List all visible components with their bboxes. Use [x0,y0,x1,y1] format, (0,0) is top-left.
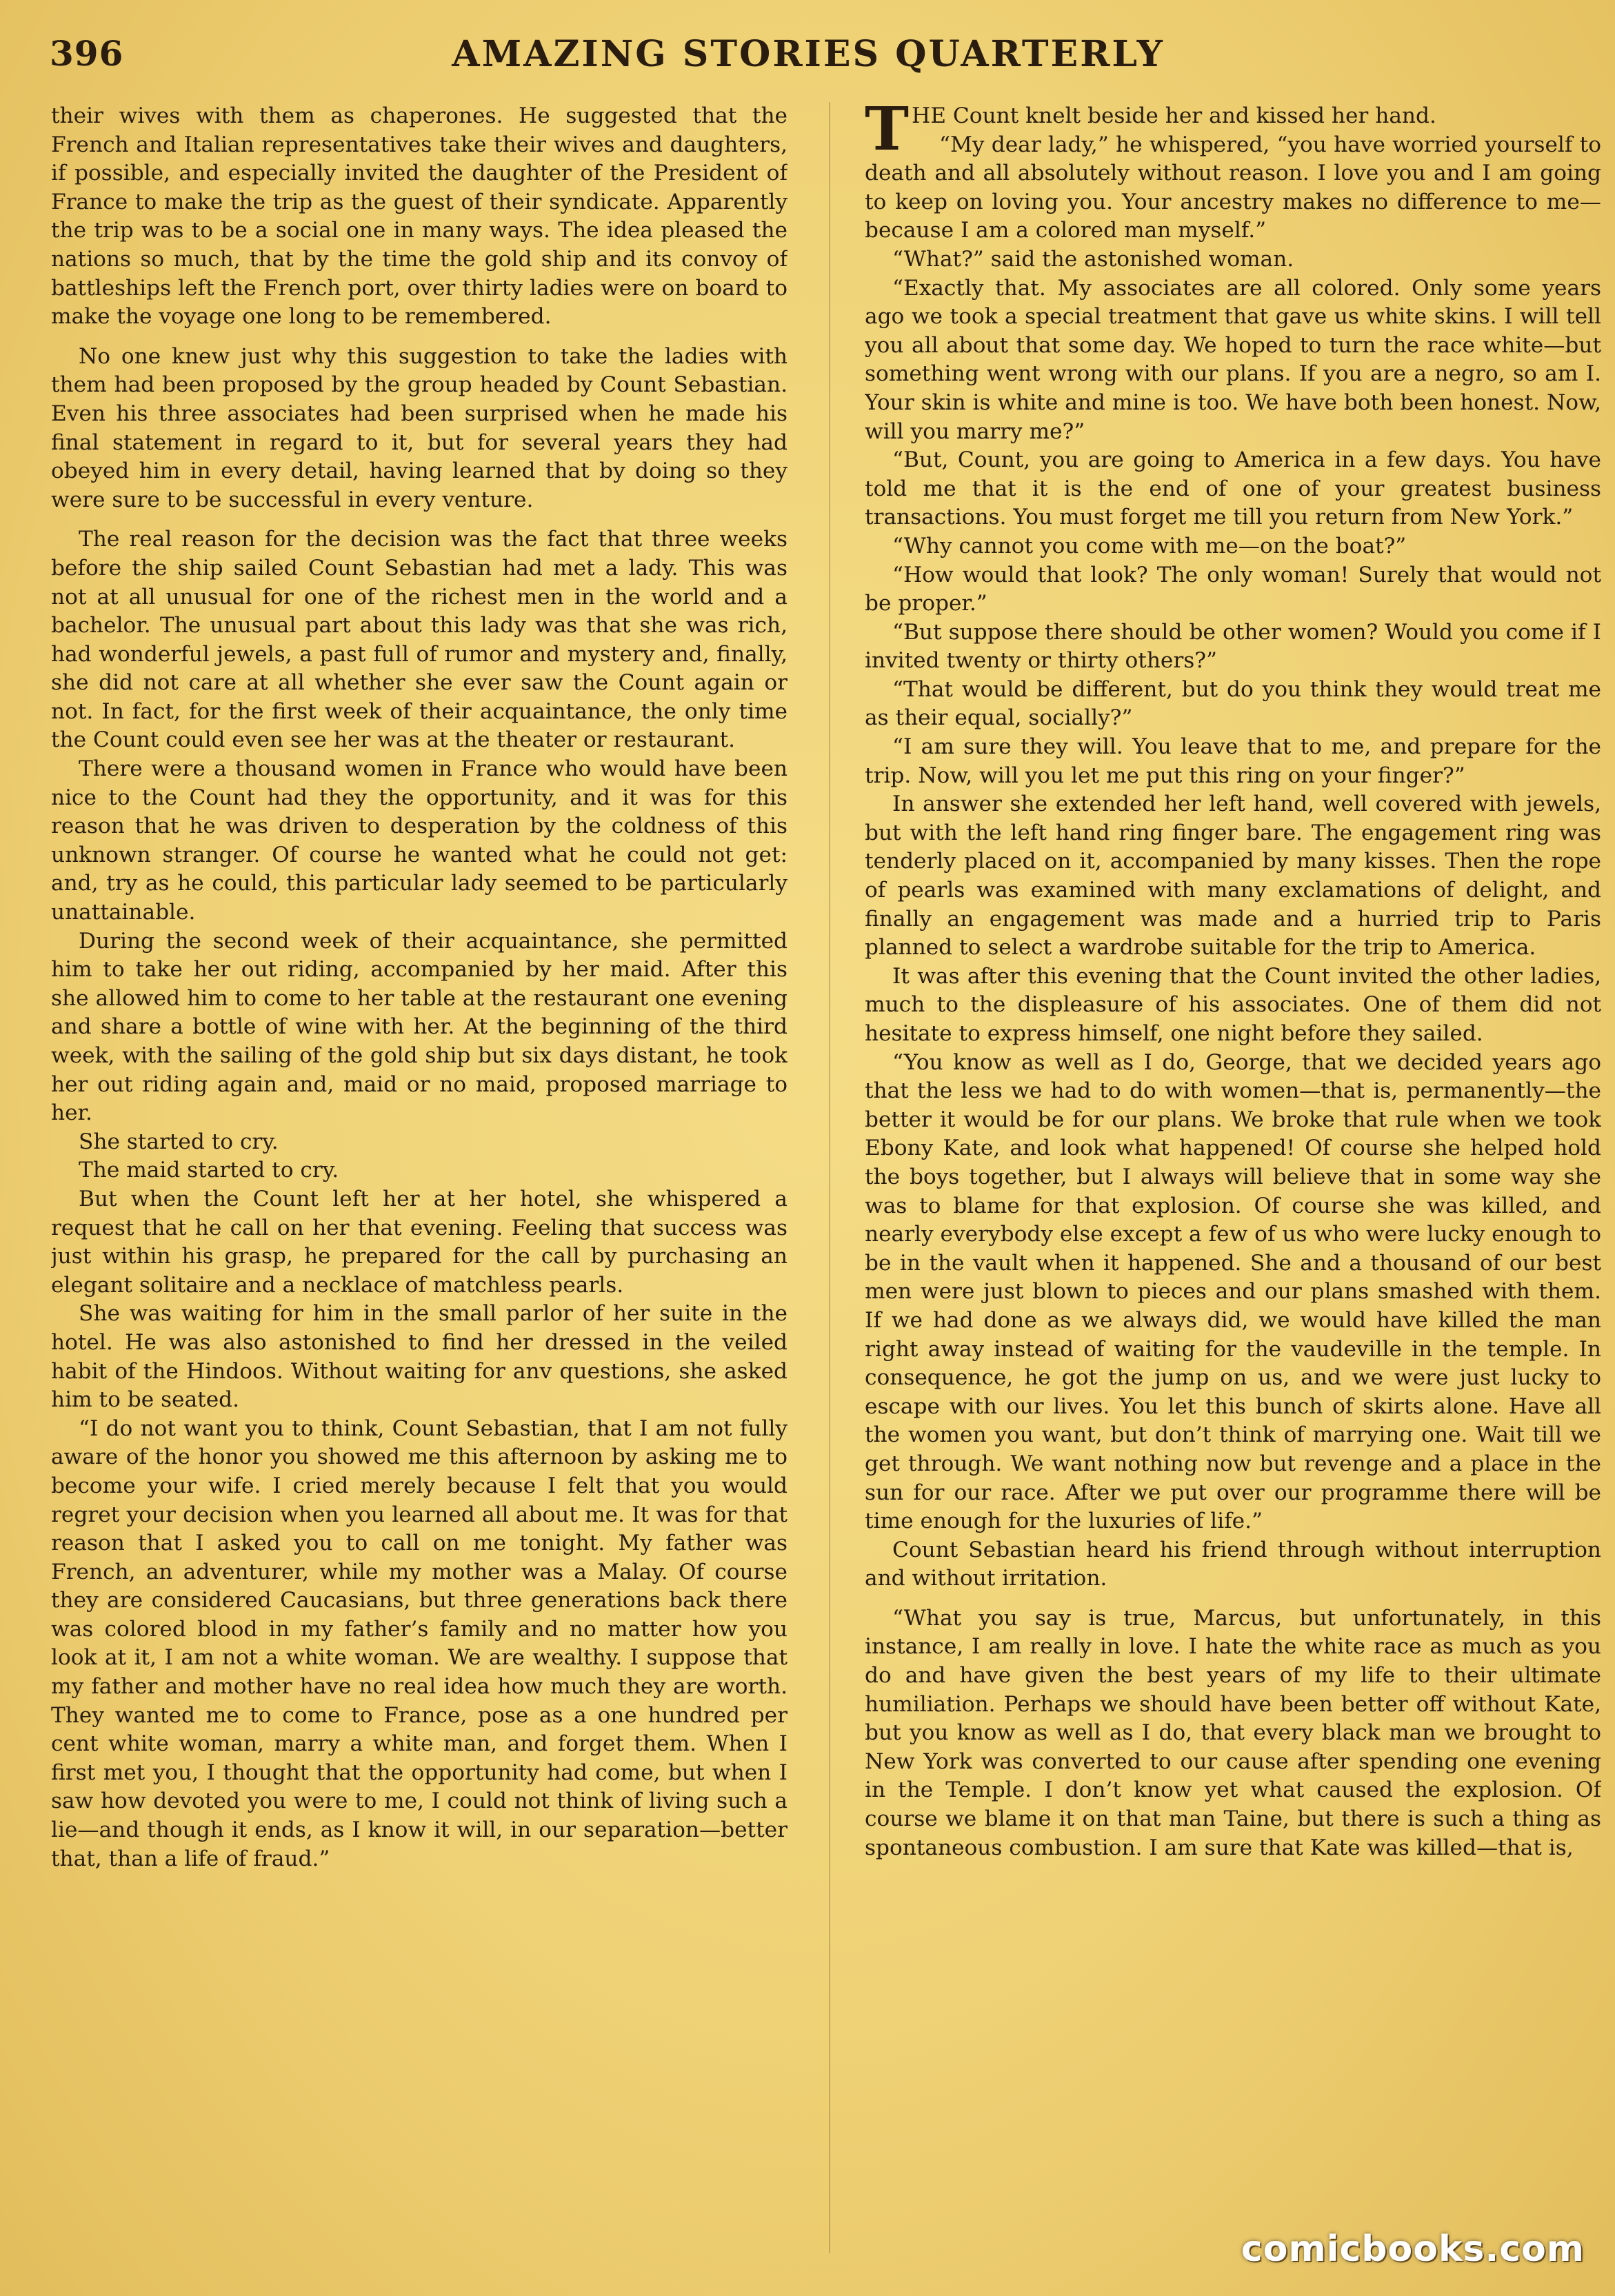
paragraph: “How would that look? The only woman! Surely that would not be proper.” [865,562,1601,616]
paragraph: But when the Count left her at her hotel, she whispered a request that he call on her that evening. Feeling that success was just within his grasp, he prepared for the call by purchasing an elegant solitaire and a necklace of matchless pearls. [51,1186,788,1298]
paragraph: During the second week of their acquaintance, she permitted him to take her out riding, accompanied by her maid. After this she allowed him to come to her table at the restaurant one evening and share a bottle of wine with her. At the beginning of the third week, with the sailing of the gold ship but six days distant, he took her out riding again and, maid or no maid, proposed marriage to her. [51,928,788,1126]
paragraph: Count Sebastian heard his friend through without interruption and without irritation. [865,1537,1601,1591]
paragraph: “I am sure they will. You leave that to me, and prepare for the trip. Now, will you let me put this ring on your finger?” [865,734,1601,788]
paragraph: The maid started to cry. [79,1158,339,1183]
page-title: AMAZING STORIES QUARTERLY [452,33,1165,75]
paragraph: It was after this evening that the Count invited the other ladies, much to the displeasure of his associates. One of them did not hesitate to express himself, one night before they sailed. [865,963,1601,1046]
paragraph: “I do not want you to think, Count Sebastian, that I am not fully aware of the honor you showed me this afternoon by asking me to become your wife. I cried merely because I felt that you would regret your decision when you learned all about me. It was for that reason that I asked you to call on me tonight. My father was French, an adventurer, while my mother was a Malay. Of course they are considered Caucasians, but three generations back there was colored blood in my father’s family and no matter how you look at it, I am not a white woman. We are wealthy. I suppose that my father and mother have no real idea how much they are worth. They wanted me to come to France, pose as a one hundred per cent white woman, marry a white man, and forget them. When I first met you, I thought that the opportunity had come, but when I saw how devoted you were to me, I could not think of living such a lie—and though it ends, as I know it will, in our separation—better that, than a life of fraud.” [51,1416,788,1871]
opening-text: HE Count knelt beside her and kissed her hand. [912,103,1436,128]
paragraph: “But suppose there should be other women? Would you come if I invited twenty or thirty others?” [865,619,1601,674]
drop-cap: T [865,102,909,164]
paragraph: their wives with them as chaperones. He suggested that the French and Italian representatives take their wives and daughters, if possible, and especially invited the daughter of the President of France to make the trip as the guest of their syndicate. Apparently the trip was to be a social one in many ways. The idea pleased the nations so much, that by the time the gold ship and its convoy of battleships left the French port, over thirty ladies were on board to make the voyage one long to be remembered. [51,103,788,330]
paragraph: “You know as well as I do, George, that we decided years ago that the less we had to do with women—that is, permanently—the better it would be for our plans. We broke that rule when we took Ebony Kate, and look what happened! Of course she helped hold the boys together, but I always will believe that in some way she was to blame for that explosion. Of course she was killed, and nearly everybody else except a few of us who were lucky enough to be in the vault when it happened. She and a thousand of our best men were just blown to pieces and our plans smashed with them. If we had done as we always did, we would have killed the man right away instead of waiting for the vaudeville in the temple. In consequence, he got the jump on us, and we were just lucky to escape with our lives. You let this bunch of skirts alone. Have all the women you want, but don’t think of marrying one. Wait till we get through. We want nothing now but revenge and a place in the sun for our race. After we put over our programme there will be time enough for the luxuries of life.” [865,1049,1601,1534]
page-header [50,33,1567,81]
column-divider [829,102,830,2253]
paragraph: “What you say is true, Marcus, but unfortunately, in this instance, I am really in love. I hate the white race as much as you do and have given the best years of my life to their ultimate humiliation. Perhaps we should have been better off without Kate, but you know as well as I do, that every black man we brought to New York was converted to our cause after spending one evening in the Temple. I don’t know yet what caused the explosion. Of course we blame it on that man Taine, but there is such a thing as spontaneous combustion. I am sure that Kate was killed—that is, [865,1605,1601,1860]
paragraph: “My dear lady,” he whispered, “you have worried yourself to death and all absolutely without reason. I love you and I am going to keep on loving you. Your ancestry makes no difference to me—because I am a colored man myself.” [865,132,1601,243]
paragraph: She was waiting for him in the small parlor of her suite in the hotel. He was also astonished to find her dressed in the veiled habit of the Hindoos. Without waiting for anv questions, she asked him to be seated. [51,1301,788,1413]
right-column [865,102,1601,2253]
section-opening-paragraph [865,102,1601,164]
paragraph: “That would be different, but do you think they would treat me as their equal, socially?” [865,676,1601,731]
text-columns [51,102,1601,2253]
paragraph: No one knew just why this suggestion to take the ladies with them had been proposed by the group headed by Count Sebastian. Even his three associates had been surprised when he made his final statement in regard to it, but for several years they had obeyed him in every detail, having learned that by doing so they were sure to be successful in every venture. [51,343,788,512]
paragraph: “Exactly that. My associates are all colored. Only some years ago we took a special treatment that gave us white skins. I will tell you all about that some day. We hoped to turn the race white—but something went wrong with our plans. If you are a negro, so am I. Your skin is white and mine is too. We have both been honest. Now, will you marry me?” [865,275,1601,444]
paragraph: In answer she extended her left hand, well covered with jewels, but with the left hand ring finger bare. The engagement ring was tenderly placed on it, accompanied by many kisses. Then the rope of pearls was examined with many exclamations of delight, and finally an engagement was made and a hurried trip to Paris planned to select a wardrobe suitable for the trip to America. [865,792,1601,960]
left-column [51,102,788,2253]
paragraph: The real reason for the decision was the fact that three weeks before the ship sailed Count Sebastian had met a lady. This was not at all unusual for one of the richest men in the world and a bachelor. The unusual part about this lady was that she was rich, had wonderful jewels, a past full of rumor and mystery and, finally, she did not care at all whether she ever saw the Count again or not. In fact, for the first week of their acquaintance, the only time the Count could even see her was at the theater or restaurant. [51,527,788,753]
paragraph: She started to cry. [79,1129,279,1154]
page-number: 396 [50,33,124,74]
paragraph: “But, Count, you are going to America in a few days. You have told me that it is the end of one of your greatest business transactions. You must forget me till you return from New York.” [865,447,1601,530]
paragraph: There were a thousand women in France who would have been nice to the Count had they the opportunity, and it was for this reason that he was driven to desperation by the coldness of this unknown stranger. Of course he wanted what he could not get: and, try as he could, this particular lady seemed to be particularly unattainable. [51,756,788,925]
paragraph: “What?” said the astonished woman. [892,246,1294,272]
site-watermark: comicbooks.com [1241,2228,1585,2270]
paragraph: “Why cannot you come with me—on the boat?” [892,533,1407,558]
